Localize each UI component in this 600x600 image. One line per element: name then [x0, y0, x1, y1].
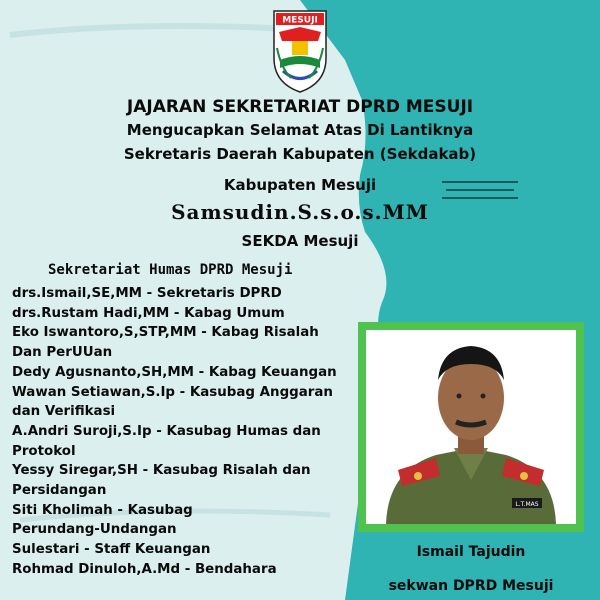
- photo-caption-role: sekwan DPRD Mesuji: [388, 578, 554, 594]
- staff-line: Perundang-Undangan: [12, 522, 177, 538]
- staff-line: Siti Kholimah - Kasubag: [12, 502, 193, 518]
- regency-emblem-icon: [271, 8, 329, 94]
- staff-line: dan Verifikasi: [12, 404, 116, 420]
- staff-line: Rohmad Dinuloh,A.Md - Bendahara: [12, 561, 277, 577]
- heading-line-1: JAJARAN SEKRETARIAT DPRD MESUJI: [126, 97, 474, 117]
- logo-text: MESUJI: [282, 15, 318, 26]
- staff-line: Wawan Setiawan,S.Ip - Kasubag Anggaran: [12, 384, 333, 400]
- sekda-role: SEKDA Mesuji: [241, 232, 359, 250]
- staff-line: A.Andri Suroji,S.Ip - Kasubag Humas dan: [12, 423, 321, 439]
- photo-caption-name: Ismail Tajudin: [416, 544, 526, 560]
- name-tag: L.T.MAS: [515, 501, 539, 508]
- portrait-figure-icon: [366, 330, 576, 524]
- heading-line-2: Mengucapkan Selamat Atas Di Lantiknya: [126, 121, 474, 139]
- staff-line: Eko Iswantoro,S,STP,MM - Kabag Risalah: [12, 325, 319, 341]
- official-portrait: [366, 330, 576, 524]
- staff-line: Yessy Siregar,SH - Kasubag Risalah dan: [12, 463, 311, 479]
- humas-title: Sekretariat Humas DPRD Mesuji: [48, 262, 293, 278]
- staff-line: Persidangan: [12, 483, 107, 499]
- staff-line: Dan PerUUan: [12, 345, 113, 361]
- staff-line: Sulestari - Staff Keuangan: [12, 542, 211, 558]
- staff-line: drs.Ismail,SE,MM - Sekretaris DPRD: [12, 286, 282, 301]
- heading-line-4: Kabupaten Mesuji: [223, 176, 377, 194]
- staff-line: Dedy Agusnanto,SH,MM - Kabag Keuangan: [12, 364, 337, 380]
- staff-line: drs.Rustam Hadi,MM - Kabag Umum: [12, 305, 285, 321]
- decorative-lines-icon: [440, 178, 520, 202]
- staff-line: Protokol: [12, 443, 76, 459]
- sekda-name: Samsudin.S.s.o.s.MM: [171, 200, 429, 224]
- staff-list: [12, 284, 362, 580]
- heading-line-3: Sekretaris Daerah Kabupaten (Sekdakab): [123, 145, 477, 163]
